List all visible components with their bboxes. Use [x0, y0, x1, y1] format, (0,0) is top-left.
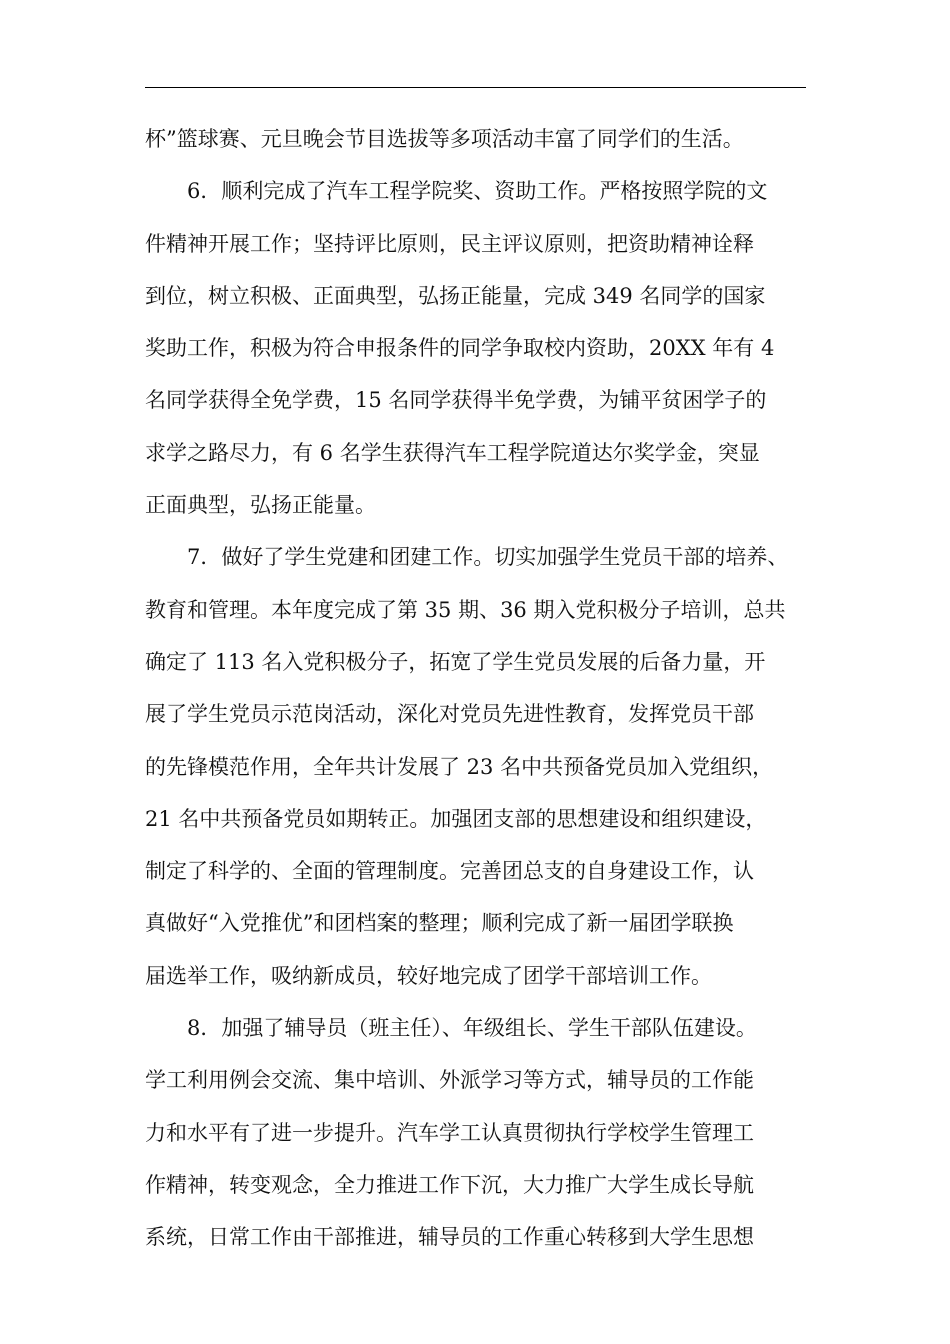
text-line: 名同学获得全免学费，15 名同学获得半免学费，为铺平贫困学子的 — [145, 388, 767, 413]
text-line: 真做好“入党推优”和团档案的整理；顺利完成了新一届团学联换 — [145, 911, 734, 936]
text-line: 系统，日常工作由干部推进，辅导员的工作重心转移到大学生思想 — [145, 1225, 754, 1250]
text-line: 届选举工作，吸纳新成员，较好地完成了团学干部培训工作。 — [145, 963, 712, 988]
document-body — [145, 118, 815, 1269]
text-line: 学工利用例会交流、集中培训、外派学习等方式，辅导员的工作能 — [145, 1068, 754, 1093]
text-line: 制定了科学的、全面的管理制度。完善团总支的自身建设工作，认 — [145, 859, 754, 884]
text-line: 奖助工作，积极为符合申报条件的同学争取校内资助，20XX 年有 4 — [145, 336, 775, 361]
paragraph-8-start: 8．加强了辅导员（班主任）、年级组长、学生干部队伍建设。 — [187, 1016, 757, 1041]
text-line: 展了学生党员示范岗活动，深化对党员先进性教育，发挥党员干部 — [145, 702, 754, 727]
text-line: 件精神开展工作；坚持评比原则，民主评议原则，把资助精神诠释 — [145, 231, 754, 256]
text-line: 杯”篮球赛、元旦晚会节目选拔等多项活动丰富了同学们的生活。 — [145, 127, 744, 151]
text-line: 的先锋模范作用，全年共计发展了 23 名中共预备党员加入党组织， — [145, 754, 774, 779]
paragraph-6-start: 6．顺利完成了汽车工程学院奖、资助工作。严格按照学院的文 — [187, 179, 768, 204]
text-line: 力和水平有了进一步提升。汽车学工认真贯彻执行学校学生管理工 — [145, 1120, 754, 1145]
text-line: 正面典型，弘扬正能量。 — [145, 493, 376, 518]
text-line: 求学之路尽力，有 6 名学生获得汽车工程学院道达尔奖学金，突显 — [145, 440, 760, 465]
paragraph-7-start: 7．做好了学生党建和团建工作。切实加强学生党员干部的培养、 — [187, 545, 789, 570]
text-line: 确定了 113 名入党积极分子，拓宽了学生党员发展的后备力量，开 — [145, 649, 766, 674]
text-line: 教育和管理。本年度完成了第 35 期、36 期入党积极分子培训，总共 — [145, 597, 786, 622]
text-line: 作精神，转变观念，全力推进工作下沉，大力推广大学生成长导航 — [145, 1172, 754, 1197]
header-rule — [145, 87, 806, 88]
text-line: 到位，树立积极、正面典型，弘扬正能量，完成 349 名同学的国家 — [145, 283, 766, 308]
text-line: 21 名中共预备党员如期转正。加强团支部的思想建设和组织建设， — [145, 806, 767, 831]
